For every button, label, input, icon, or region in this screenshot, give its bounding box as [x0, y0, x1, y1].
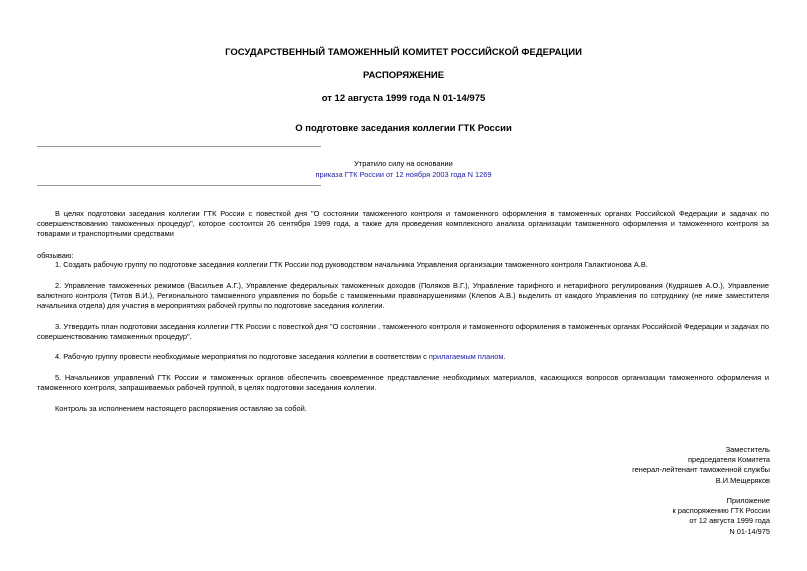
repeal-note: Утратило силу на основании — [354, 159, 453, 168]
appendix-date: от 12 августа 1999 года — [689, 516, 770, 526]
signature-name: В.И.Мещеряков — [715, 475, 770, 485]
divider-top — [37, 146, 321, 147]
repeal-order-link[interactable]: приказа ГТК России от 12 ноября 2003 года N 1269 — [315, 170, 492, 179]
plan-link[interactable]: прилагаемым планом — [428, 352, 504, 361]
date-number-heading: от 12 августа 1999 года N 01-14/975 — [321, 93, 486, 104]
signature-rank: генерал-лейтенант таможенной службы — [632, 465, 770, 475]
doc-type-heading: РАСПОРЯЖЕНИЕ — [362, 70, 445, 81]
signature-position-2: председателя Комитета — [687, 455, 770, 465]
appendix-number: N 01-14/975 — [729, 526, 770, 536]
item-3: 3. Утвердить план подготовки заседания коллегии ГТК России с повесткой дня "О состоянии . таможенного контроля и таможенного оформления в таможенных органах Российской Федерации и задачах по совершенствованию таможенных процедур". — [37, 322, 769, 341]
doc-title: О подготовке заседания коллегии ГТК России — [295, 123, 512, 134]
appendix-label: Приложение — [726, 496, 770, 505]
item-2: 2. Управление таможенных режимов (Васильев А.Г.), Управление федеральных таможенных доходов (Поляков В.Г.), Управление тарифного и нетарифного регулирования (Кудряшев А.О.), Управление валютного контроля (Титов В.И.), Регионального таможенного управления по борьбе с таможенными правонарушениями (Клепов А.В.) выделить от каждого Управления по сотруднику (не ниже заместителя начальника отдела) для участия в мероприятиях рабочей группы по подготовке заседания коллегии. — [37, 281, 769, 310]
item-5: 5. Начальников управлений ГТК России и таможенных органов обеспечить своевременное представление необходимых материалов, касающихся вопросов организации таможенного оформления и таможенного контроля, запрашиваемых рабочей группой, в целях подготовки заседания коллегии. — [37, 373, 769, 392]
item-4-end: . — [503, 352, 506, 361]
signature-block — [470, 445, 770, 486]
obliging-text: обязываю: — [37, 251, 74, 260]
signature-position: Заместитель — [725, 445, 770, 454]
control-paragraph: Контроль за исполнением настоящего распоряжения оставляю за собой. — [55, 404, 307, 413]
appendix-block — [470, 496, 770, 537]
item-4-text: 4. Рабочую группу провести необходимые мероприятия по подготовке заседания коллегии в соответствии с — [55, 352, 429, 361]
divider-bottom — [37, 185, 321, 186]
item-4 — [37, 352, 769, 362]
appendix-ref: к распоряжению ГТК России — [672, 506, 770, 516]
org-heading: ГОСУДАРСТВЕННЫЙ ТАМОЖЕННЫЙ КОМИТЕТ РОССИЙСКОЙ ФЕДЕРАЦИИ — [225, 47, 582, 58]
repeal-link-line — [0, 170, 807, 179]
item-1: 1. Создать рабочую группу по подготовке заседания коллегии ГТК России под руководством начальника Управления организации таможенного контроля Галактионова А.В. — [55, 260, 648, 269]
intro-paragraph: В целях подготовки заседания коллегии ГТК России с повесткой дня "О состоянии таможенного контроля и таможенного оформления в таможенных органах Российской Федерации и задачах по совершенствованию таможенных процедур", которое состоится 26 сентября 1999 года, а также для проведения комплексного анализа организации таможенного оформления и таможенного контроля за товарами и транспортными средствами — [37, 209, 769, 238]
